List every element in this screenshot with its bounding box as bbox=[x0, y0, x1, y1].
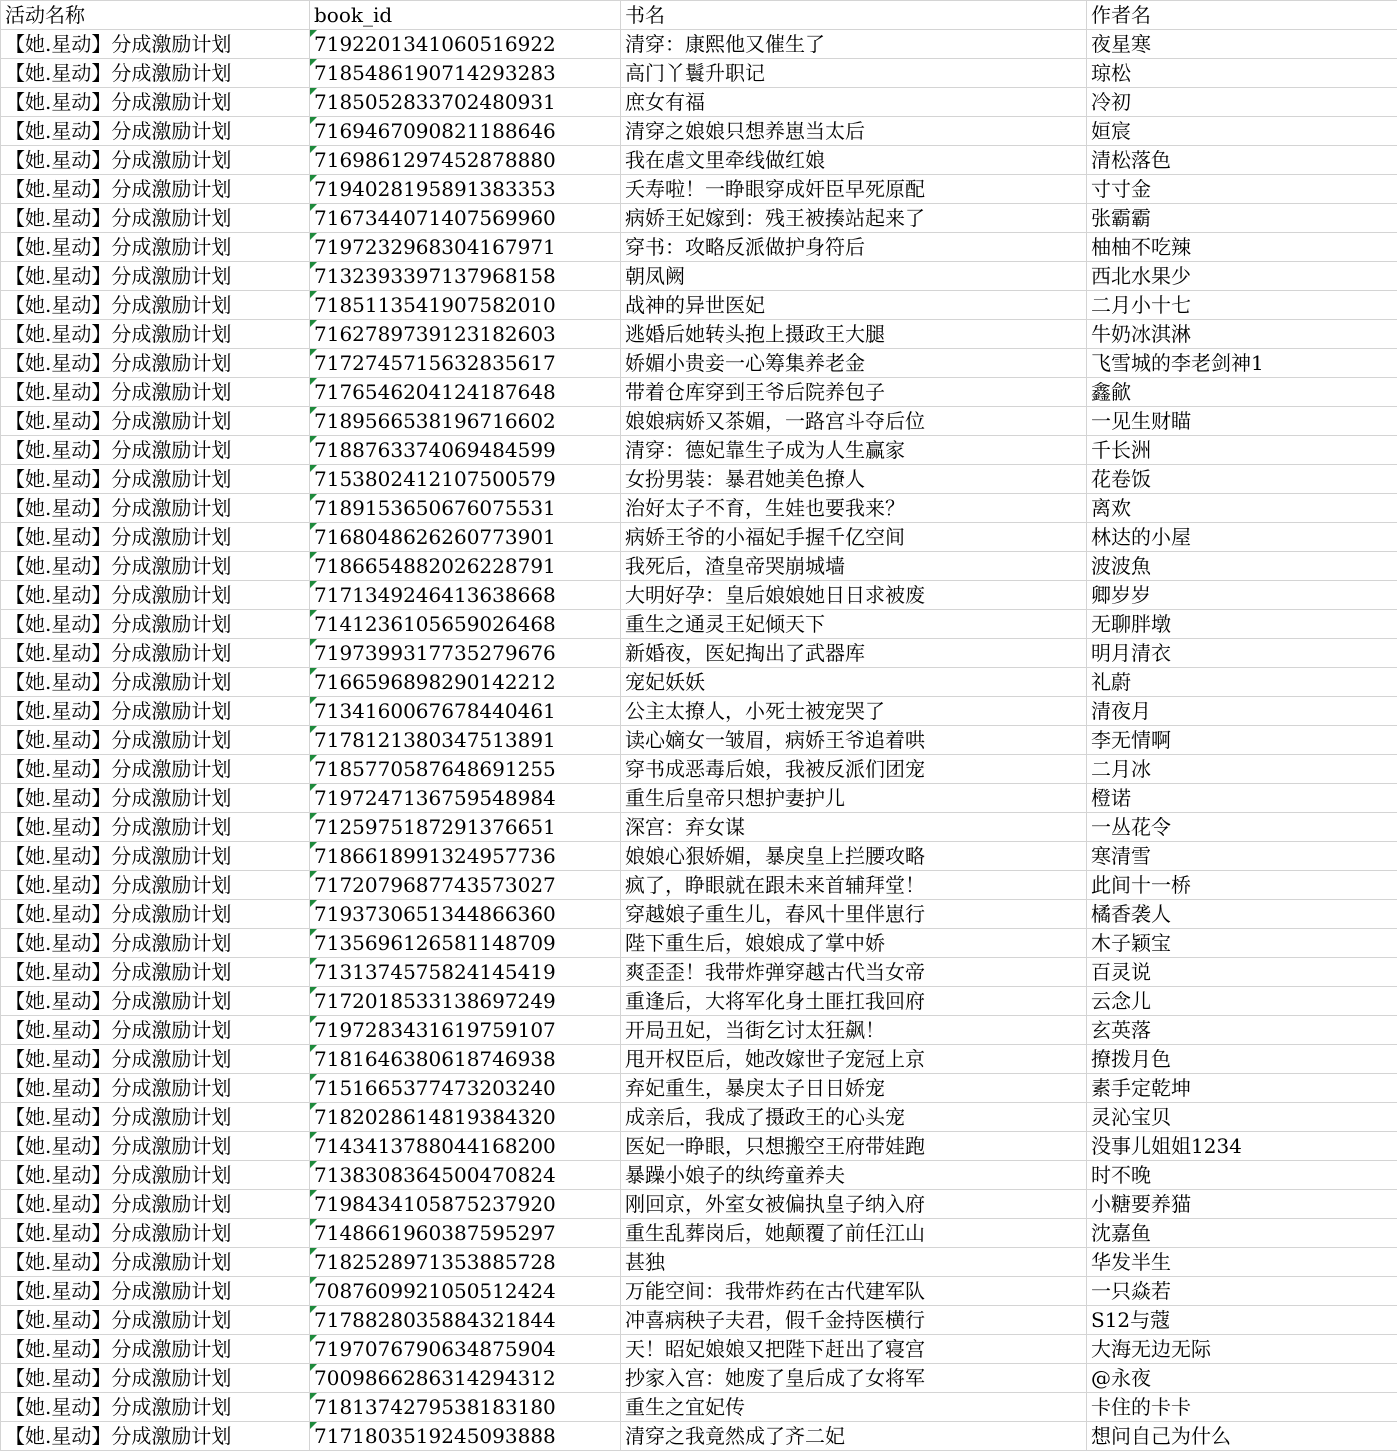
title-cell[interactable]: 清穿：德妃靠生子成为人生赢家 bbox=[621, 436, 1087, 465]
table-row bbox=[1, 117, 1397, 146]
activity-cell[interactable]: 【她.星动】分成激励计划 bbox=[1, 784, 310, 813]
book-id-cell[interactable]: 7186618991324957736 bbox=[310, 842, 621, 871]
table-row bbox=[1, 668, 1397, 697]
author-cell[interactable]: 小糖要养猫 bbox=[1087, 1190, 1397, 1219]
book-id-cell[interactable]: 7192201341060516922 bbox=[310, 30, 621, 59]
title-cell[interactable]: 刚回京，外室女被偏执皇子纳入府 bbox=[621, 1190, 1087, 1219]
title-cell[interactable]: 我在虐文里牵线做红娘 bbox=[621, 146, 1087, 175]
table-row bbox=[1, 291, 1397, 320]
author-cell[interactable]: 橘香袭人 bbox=[1087, 900, 1397, 929]
author-cell[interactable]: 一见生财瞄 bbox=[1087, 407, 1397, 436]
book-id-cell[interactable]: 7197232968304167971 bbox=[310, 233, 621, 262]
author-cell[interactable]: 牛奶冰淇淋 bbox=[1087, 320, 1397, 349]
book-id-cell[interactable]: 7167344071407569960 bbox=[310, 204, 621, 233]
table-row bbox=[1, 1306, 1397, 1335]
table-row bbox=[1, 726, 1397, 755]
book-id-cell[interactable]: 7153802412107500579 bbox=[310, 465, 621, 494]
title-cell[interactable]: 女扮男装：暴君她美色撩人 bbox=[621, 465, 1087, 494]
table-row bbox=[1, 755, 1397, 784]
author-cell[interactable]: 一丛花令 bbox=[1087, 813, 1397, 842]
activity-cell[interactable]: 【她.星动】分成激励计划 bbox=[1, 320, 310, 349]
table-row bbox=[1, 233, 1397, 262]
activity-cell[interactable]: 【她.星动】分成激励计划 bbox=[1, 900, 310, 929]
book-id-cell[interactable]: 7141236105659026468 bbox=[310, 610, 621, 639]
book-id-cell[interactable]: 7178828035884321844 bbox=[310, 1306, 621, 1335]
book-id-cell[interactable]: 7134160067678440461 bbox=[310, 697, 621, 726]
table-row bbox=[1, 639, 1397, 668]
book-id-cell[interactable]: 7197076790634875904 bbox=[310, 1335, 621, 1364]
table-row bbox=[1, 1277, 1397, 1306]
book-id-cell[interactable]: 7186654882026228791 bbox=[310, 552, 621, 581]
book-id-cell[interactable]: 7176546204124187648 bbox=[310, 378, 621, 407]
book-id-cell[interactable]: 7171349246413638668 bbox=[310, 581, 621, 610]
book-id-cell[interactable]: 7151665377473203240 bbox=[310, 1074, 621, 1103]
activity-cell[interactable]: 【她.星动】分成激励计划 bbox=[1, 407, 310, 436]
activity-cell[interactable]: 【她.星动】分成激励计划 bbox=[1, 639, 310, 668]
book-id-cell[interactable]: 7178121380347513891 bbox=[310, 726, 621, 755]
title-cell[interactable]: 重生后皇帝只想护妻护儿 bbox=[621, 784, 1087, 813]
book-id-cell[interactable]: 7181646380618746938 bbox=[310, 1045, 621, 1074]
activity-cell[interactable]: 【她.星动】分成激励计划 bbox=[1, 59, 310, 88]
book-id-cell[interactable]: 7131374575824145419 bbox=[310, 958, 621, 987]
table-row bbox=[1, 378, 1397, 407]
title-cell[interactable]: 娘娘病娇又茶媚，一路宫斗夺后位 bbox=[621, 407, 1087, 436]
title-cell[interactable]: 高门丫鬟升职记 bbox=[621, 59, 1087, 88]
table-row bbox=[1, 987, 1397, 1016]
table-row bbox=[1, 1422, 1397, 1451]
author-cell[interactable]: 清夜月 bbox=[1087, 697, 1397, 726]
table-row bbox=[1, 204, 1397, 233]
book-id-cell[interactable]: 7171803519245093888 bbox=[310, 1422, 621, 1451]
activity-cell[interactable]: 【她.星动】分成激励计划 bbox=[1, 1074, 310, 1103]
activity-cell[interactable]: 【她.星动】分成激励计划 bbox=[1, 1132, 310, 1161]
activity-cell[interactable]: 【她.星动】分成激励计划 bbox=[1, 958, 310, 987]
title-cell[interactable]: 带着仓库穿到王爷后院养包子 bbox=[621, 378, 1087, 407]
activity-cell[interactable]: 【她.星动】分成激励计划 bbox=[1, 1335, 310, 1364]
table-row bbox=[1, 1364, 1397, 1393]
title-cell[interactable]: 疯了，睁眼就在跟未来首辅拜堂！ bbox=[621, 871, 1087, 900]
table-row bbox=[1, 1016, 1397, 1045]
activity-cell[interactable]: 【她.星动】分成激励计划 bbox=[1, 349, 310, 378]
activity-cell[interactable]: 【她.星动】分成激励计划 bbox=[1, 842, 310, 871]
table-row bbox=[1, 1335, 1397, 1364]
book-id-cell[interactable]: 7185770587648691255 bbox=[310, 755, 621, 784]
book-id-cell[interactable]: 7181374279538183180 bbox=[310, 1393, 621, 1422]
activity-cell[interactable]: 【她.星动】分成激励计划 bbox=[1, 291, 310, 320]
activity-cell[interactable]: 【她.星动】分成激励计划 bbox=[1, 1306, 310, 1335]
book-id-cell[interactable]: 7166596898290142212 bbox=[310, 668, 621, 697]
author-cell[interactable]: 无聊胖墩 bbox=[1087, 610, 1397, 639]
author-cell[interactable]: 明月清衣 bbox=[1087, 639, 1397, 668]
author-cell[interactable]: 想问自己为什么 bbox=[1087, 1422, 1397, 1451]
book-id-cell[interactable]: 7143413788044168200 bbox=[310, 1132, 621, 1161]
author-cell[interactable]: 礼蔚 bbox=[1087, 668, 1397, 697]
book-id-cell[interactable]: 7194028195891383353 bbox=[310, 175, 621, 204]
header-cell-author[interactable]: 作者名 bbox=[1087, 1, 1397, 30]
title-cell[interactable]: 甩开权臣后，她改嫁世子宠冠上京 bbox=[621, 1045, 1087, 1074]
table-row bbox=[1, 175, 1397, 204]
author-cell[interactable]: 撩拨月色 bbox=[1087, 1045, 1397, 1074]
title-cell[interactable]: 清穿之娘娘只想养崽当太后 bbox=[621, 117, 1087, 146]
activity-cell[interactable]: 【她.星动】分成激励计划 bbox=[1, 552, 310, 581]
activity-cell[interactable]: 【她.星动】分成激励计划 bbox=[1, 1161, 310, 1190]
book-id-cell[interactable]: 7132393397137968158 bbox=[310, 262, 621, 291]
author-cell[interactable]: 千长洲 bbox=[1087, 436, 1397, 465]
title-cell[interactable]: 娇媚小贵妾一心筹集养老金 bbox=[621, 349, 1087, 378]
author-cell[interactable]: 卿岁岁 bbox=[1087, 581, 1397, 610]
book-id-cell[interactable]: 7125975187291376651 bbox=[310, 813, 621, 842]
activity-cell[interactable]: 【她.星动】分成激励计划 bbox=[1, 1364, 310, 1393]
activity-cell[interactable]: 【她.星动】分成激励计划 bbox=[1, 204, 310, 233]
author-cell[interactable]: S12与蔻 bbox=[1087, 1306, 1397, 1335]
author-cell[interactable]: 柚柚不吃辣 bbox=[1087, 233, 1397, 262]
table-row bbox=[1, 842, 1397, 871]
author-cell[interactable]: 姮宸 bbox=[1087, 117, 1397, 146]
activity-cell[interactable]: 【她.星动】分成激励计划 bbox=[1, 668, 310, 697]
title-cell[interactable]: 战神的异世医妃 bbox=[621, 291, 1087, 320]
activity-cell[interactable]: 【她.星动】分成激励计划 bbox=[1, 378, 310, 407]
book-id-cell[interactable]: 7087609921050512424 bbox=[310, 1277, 621, 1306]
title-cell[interactable]: 医妃一睁眼，只想搬空王府带娃跑 bbox=[621, 1132, 1087, 1161]
activity-cell[interactable]: 【她.星动】分成激励计划 bbox=[1, 30, 310, 59]
activity-cell[interactable]: 【她.星动】分成激励计划 bbox=[1, 1190, 310, 1219]
author-cell[interactable]: 云念儿 bbox=[1087, 987, 1397, 1016]
table-body bbox=[1, 30, 1397, 1451]
book-id-cell[interactable]: 7135696126581148709 bbox=[310, 929, 621, 958]
title-cell[interactable]: 夭寿啦！一睁眼穿成奸臣早死原配 bbox=[621, 175, 1087, 204]
table-row bbox=[1, 30, 1397, 59]
activity-cell[interactable]: 【她.星动】分成激励计划 bbox=[1, 523, 310, 552]
activity-cell[interactable]: 【她.星动】分成激励计划 bbox=[1, 871, 310, 900]
header-cell-title[interactable]: 书名 bbox=[621, 1, 1087, 30]
title-cell[interactable]: 冲喜病秧子夫君，假千金持医横行 bbox=[621, 1306, 1087, 1335]
activity-cell[interactable]: 【她.星动】分成激励计划 bbox=[1, 465, 310, 494]
author-cell[interactable]: 鑫歈 bbox=[1087, 378, 1397, 407]
table-row bbox=[1, 958, 1397, 987]
book-id-cell[interactable]: 7169467090821188646 bbox=[310, 117, 621, 146]
title-cell[interactable]: 读心嫡女一皱眉，病娇王爷追着哄 bbox=[621, 726, 1087, 755]
book-id-cell[interactable]: 7172018533138697249 bbox=[310, 987, 621, 1016]
table-row bbox=[1, 262, 1397, 291]
table-row bbox=[1, 1219, 1397, 1248]
table-row bbox=[1, 523, 1397, 552]
title-cell[interactable]: 娘娘心狠娇媚，暴戾皇上拦腰攻略 bbox=[621, 842, 1087, 871]
author-cell[interactable]: 橙诺 bbox=[1087, 784, 1397, 813]
title-cell[interactable]: 清穿之我竟然成了齐二妃 bbox=[621, 1422, 1087, 1451]
book-id-cell[interactable]: 7172745715632835617 bbox=[310, 349, 621, 378]
table-row bbox=[1, 1161, 1397, 1190]
table-row bbox=[1, 88, 1397, 117]
author-cell[interactable]: 玄英落 bbox=[1087, 1016, 1397, 1045]
book-id-cell[interactable]: 7182028614819384320 bbox=[310, 1103, 621, 1132]
table-row bbox=[1, 581, 1397, 610]
book-id-cell[interactable]: 7168048626260773901 bbox=[310, 523, 621, 552]
table-row bbox=[1, 320, 1397, 349]
activity-cell[interactable]: 【她.星动】分成激励计划 bbox=[1, 610, 310, 639]
author-cell[interactable]: 林达的小屋 bbox=[1087, 523, 1397, 552]
author-cell[interactable]: 波波魚 bbox=[1087, 552, 1397, 581]
title-cell[interactable]: 抄家入宫：她废了皇后成了女将军 bbox=[621, 1364, 1087, 1393]
book-id-cell[interactable]: 7182528971353885728 bbox=[310, 1248, 621, 1277]
activity-cell[interactable]: 【她.星动】分成激励计划 bbox=[1, 726, 310, 755]
activity-cell[interactable]: 【她.星动】分成激励计划 bbox=[1, 755, 310, 784]
table-row bbox=[1, 900, 1397, 929]
table-row bbox=[1, 697, 1397, 726]
book-id-cell[interactable]: 7197399317735279676 bbox=[310, 639, 621, 668]
author-cell[interactable]: 琼松 bbox=[1087, 59, 1397, 88]
author-cell[interactable]: 百灵说 bbox=[1087, 958, 1397, 987]
title-cell[interactable]: 重生之宜妃传 bbox=[621, 1393, 1087, 1422]
title-cell[interactable]: 开局丑妃，当街乞讨太狂飙！ bbox=[621, 1016, 1087, 1045]
table-row bbox=[1, 1045, 1397, 1074]
title-cell[interactable]: 清穿：康熙他又催生了 bbox=[621, 30, 1087, 59]
book-id-cell[interactable]: 7197247136759548984 bbox=[310, 784, 621, 813]
table-row bbox=[1, 1103, 1397, 1132]
author-cell[interactable]: 飞雪城的李老剑神1 bbox=[1087, 349, 1397, 378]
table-row bbox=[1, 929, 1397, 958]
activity-cell[interactable]: 【她.星动】分成激励计划 bbox=[1, 1277, 310, 1306]
author-cell[interactable]: 一只焱若 bbox=[1087, 1277, 1397, 1306]
table-row bbox=[1, 407, 1397, 436]
title-cell[interactable]: 宠妃妖妖 bbox=[621, 668, 1087, 697]
book-id-cell[interactable]: 7188763374069484599 bbox=[310, 436, 621, 465]
title-cell[interactable]: 庶女有福 bbox=[621, 88, 1087, 117]
title-cell[interactable]: 暴躁小娘子的纨绔童养夫 bbox=[621, 1161, 1087, 1190]
activity-cell[interactable]: 【她.星动】分成激励计划 bbox=[1, 1016, 310, 1045]
title-cell[interactable]: 重生乱葬岗后，她颠覆了前任江山 bbox=[621, 1219, 1087, 1248]
title-cell[interactable]: 万能空间：我带炸药在古代建军队 bbox=[621, 1277, 1087, 1306]
author-cell[interactable]: 夜星寒 bbox=[1087, 30, 1397, 59]
author-cell[interactable]: 卡住的卡卡 bbox=[1087, 1393, 1397, 1422]
activity-cell[interactable]: 【她.星动】分成激励计划 bbox=[1, 146, 310, 175]
author-cell[interactable]: 沈嘉鱼 bbox=[1087, 1219, 1397, 1248]
author-cell[interactable]: 张霸霸 bbox=[1087, 204, 1397, 233]
activity-cell[interactable]: 【她.星动】分成激励计划 bbox=[1, 929, 310, 958]
book-id-cell[interactable]: 7138308364500470824 bbox=[310, 1161, 621, 1190]
title-cell[interactable]: 天！昭妃娘娘又把陛下赶出了寝宫 bbox=[621, 1335, 1087, 1364]
activity-cell[interactable]: 【她.星动】分成激励计划 bbox=[1, 1045, 310, 1074]
title-cell[interactable]: 甚独 bbox=[621, 1248, 1087, 1277]
title-cell[interactable]: 重逢后，大将军化身土匪扛我回府 bbox=[621, 987, 1087, 1016]
activity-cell[interactable]: 【她.星动】分成激励计划 bbox=[1, 1248, 310, 1277]
author-cell[interactable]: 此间十一桥 bbox=[1087, 871, 1397, 900]
table-row bbox=[1, 1132, 1397, 1161]
activity-cell[interactable]: 【她.星动】分成激励计划 bbox=[1, 494, 310, 523]
author-cell[interactable]: 二月冰 bbox=[1087, 755, 1397, 784]
table-row bbox=[1, 494, 1397, 523]
title-cell[interactable]: 成亲后，我成了摄政王的心头宠 bbox=[621, 1103, 1087, 1132]
activity-cell[interactable]: 【她.星动】分成激励计划 bbox=[1, 117, 310, 146]
author-cell[interactable]: 木子颖宝 bbox=[1087, 929, 1397, 958]
activity-cell[interactable]: 【她.星动】分成激励计划 bbox=[1, 1219, 310, 1248]
author-cell[interactable]: 花卷饭 bbox=[1087, 465, 1397, 494]
header-row bbox=[1, 1, 1397, 30]
book-id-cell[interactable]: 7162789739123182603 bbox=[310, 320, 621, 349]
title-cell[interactable]: 新婚夜，医妃掏出了武器库 bbox=[621, 639, 1087, 668]
title-cell[interactable]: 重生之通灵王妃倾天下 bbox=[621, 610, 1087, 639]
title-cell[interactable]: 穿书：攻略反派做护身符后 bbox=[621, 233, 1087, 262]
book-id-cell[interactable]: 7009866286314294312 bbox=[310, 1364, 621, 1393]
table-row bbox=[1, 871, 1397, 900]
activity-cell[interactable]: 【她.星动】分成激励计划 bbox=[1, 88, 310, 117]
author-cell[interactable]: 素手定乾坤 bbox=[1087, 1074, 1397, 1103]
title-cell[interactable]: 逃婚后她转头抱上摄政王大腿 bbox=[621, 320, 1087, 349]
author-cell[interactable]: 寸寸金 bbox=[1087, 175, 1397, 204]
author-cell[interactable]: 二月小十七 bbox=[1087, 291, 1397, 320]
table-row bbox=[1, 1248, 1397, 1277]
title-cell[interactable]: 爽歪歪！我带炸弹穿越古代当女帝 bbox=[621, 958, 1087, 987]
book-id-cell[interactable]: 7148661960387595297 bbox=[310, 1219, 621, 1248]
table-row bbox=[1, 59, 1397, 88]
title-cell[interactable]: 公主太撩人，小死士被宠哭了 bbox=[621, 697, 1087, 726]
activity-cell[interactable]: 【她.星动】分成激励计划 bbox=[1, 581, 310, 610]
table-row bbox=[1, 465, 1397, 494]
title-cell[interactable]: 病娇王妃嫁到：残王被揍站起来了 bbox=[621, 204, 1087, 233]
book-id-cell[interactable]: 7169861297452878880 bbox=[310, 146, 621, 175]
author-cell[interactable]: 李无情啊 bbox=[1087, 726, 1397, 755]
table-row bbox=[1, 813, 1397, 842]
title-cell[interactable]: 病娇王爷的小福妃手握千亿空间 bbox=[621, 523, 1087, 552]
author-cell[interactable]: 西北水果少 bbox=[1087, 262, 1397, 291]
author-cell[interactable]: @永夜 bbox=[1087, 1364, 1397, 1393]
activity-cell[interactable]: 【她.星动】分成激励计划 bbox=[1, 813, 310, 842]
header-cell-activity[interactable]: 活动名称 bbox=[1, 1, 310, 30]
table-row bbox=[1, 1190, 1397, 1219]
author-cell[interactable]: 离欢 bbox=[1087, 494, 1397, 523]
table-row bbox=[1, 436, 1397, 465]
header-cell-book-id[interactable]: book_id bbox=[310, 1, 621, 30]
book-id-cell[interactable]: 7185052833702480931 bbox=[310, 88, 621, 117]
table-row bbox=[1, 1393, 1397, 1422]
table-row bbox=[1, 146, 1397, 175]
author-cell[interactable]: 时不晚 bbox=[1087, 1161, 1397, 1190]
activity-cell[interactable]: 【她.星动】分成激励计划 bbox=[1, 1393, 310, 1422]
title-cell[interactable]: 朝凤阙 bbox=[621, 262, 1087, 291]
title-cell[interactable]: 我死后，渣皇帝哭崩城墙 bbox=[621, 552, 1087, 581]
title-cell[interactable]: 大明好孕：皇后娘娘她日日求被废 bbox=[621, 581, 1087, 610]
title-cell[interactable]: 治好太子不育，生娃也要我来？ bbox=[621, 494, 1087, 523]
author-cell[interactable]: 清松落色 bbox=[1087, 146, 1397, 175]
author-cell[interactable]: 没事儿姐姐1234 bbox=[1087, 1132, 1397, 1161]
title-cell[interactable]: 深宫：弃女谋 bbox=[621, 813, 1087, 842]
book-id-cell[interactable]: 7185486190714293283 bbox=[310, 59, 621, 88]
book-id-cell[interactable]: 7172079687743573027 bbox=[310, 871, 621, 900]
table-row bbox=[1, 1074, 1397, 1103]
book-id-cell[interactable]: 7198434105875237920 bbox=[310, 1190, 621, 1219]
activity-cell[interactable]: 【她.星动】分成激励计划 bbox=[1, 1103, 310, 1132]
author-cell[interactable]: 灵沁宝贝 bbox=[1087, 1103, 1397, 1132]
book-id-cell[interactable]: 7193730651344866360 bbox=[310, 900, 621, 929]
activity-cell[interactable]: 【她.星动】分成激励计划 bbox=[1, 436, 310, 465]
table-row bbox=[1, 552, 1397, 581]
book-id-cell[interactable]: 7189566538196716602 bbox=[310, 407, 621, 436]
author-cell[interactable]: 冷初 bbox=[1087, 88, 1397, 117]
activity-cell[interactable]: 【她.星动】分成激励计划 bbox=[1, 697, 310, 726]
author-cell[interactable]: 大海无边无际 bbox=[1087, 1335, 1397, 1364]
activity-cell[interactable]: 【她.星动】分成激励计划 bbox=[1, 987, 310, 1016]
table-row bbox=[1, 349, 1397, 378]
title-cell[interactable]: 穿越娘子重生儿，春风十里伴崽行 bbox=[621, 900, 1087, 929]
title-cell[interactable]: 陛下重生后，娘娘成了掌中娇 bbox=[621, 929, 1087, 958]
book-id-cell[interactable]: 7185113541907582010 bbox=[310, 291, 621, 320]
table-row bbox=[1, 784, 1397, 813]
activity-cell[interactable]: 【她.星动】分成激励计划 bbox=[1, 262, 310, 291]
title-cell[interactable]: 弃妃重生，暴戾太子日日娇宠 bbox=[621, 1074, 1087, 1103]
activity-cell[interactable]: 【她.星动】分成激励计划 bbox=[1, 233, 310, 262]
book-id-cell[interactable]: 7189153650676075531 bbox=[310, 494, 621, 523]
activity-cell[interactable]: 【她.星动】分成激励计划 bbox=[1, 175, 310, 204]
title-cell[interactable]: 穿书成恶毒后娘，我被反派们团宠 bbox=[621, 755, 1087, 784]
author-cell[interactable]: 寒清雪 bbox=[1087, 842, 1397, 871]
author-cell[interactable]: 华发半生 bbox=[1087, 1248, 1397, 1277]
table-row bbox=[1, 610, 1397, 639]
book-id-cell[interactable]: 7197283431619759107 bbox=[310, 1016, 621, 1045]
activity-cell[interactable]: 【她.星动】分成激励计划 bbox=[1, 1422, 310, 1451]
